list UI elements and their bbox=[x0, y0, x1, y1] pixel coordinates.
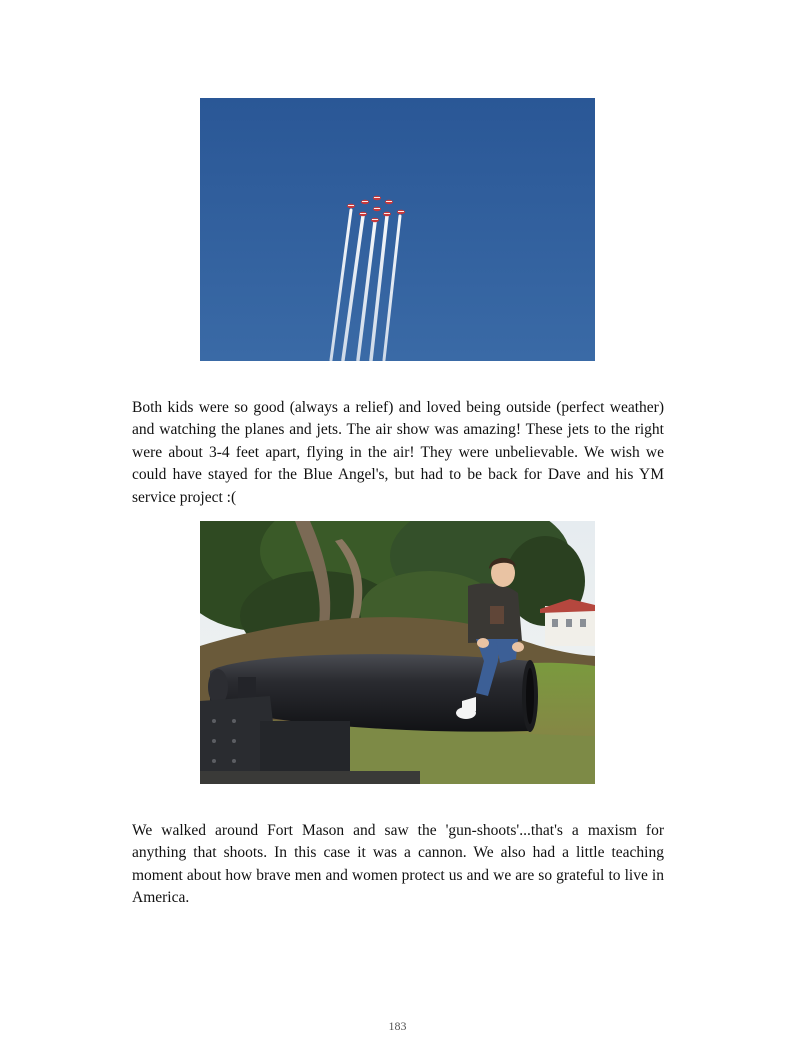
jets-image bbox=[200, 98, 595, 361]
building bbox=[540, 599, 595, 646]
page-number: 183 bbox=[388, 1019, 407, 1033]
paragraph-air-show: Both kids were so good (always a relief) and loved being outside (perfect weather) and watching the planes and jets. The air show was amazing! These jets to the right were about 3-4 feet apart, flying in the air! They were unbelievable. We wish we could have stayed for the Blue Angel's, but had to be back for Dave and his YM service project :( bbox=[132, 399, 664, 506]
jets-photo bbox=[200, 98, 595, 361]
cannon-photo bbox=[200, 521, 595, 784]
paragraph-fort-mason: We walked around Fort Mason and saw the 'gun-shoots'...that's a maxism for anything that shoots. In this case it was a cannon. We also had a little teaching moment about how brave men and women protect us and we are so grateful to live in America. bbox=[132, 822, 664, 907]
cannon-image bbox=[200, 521, 595, 784]
